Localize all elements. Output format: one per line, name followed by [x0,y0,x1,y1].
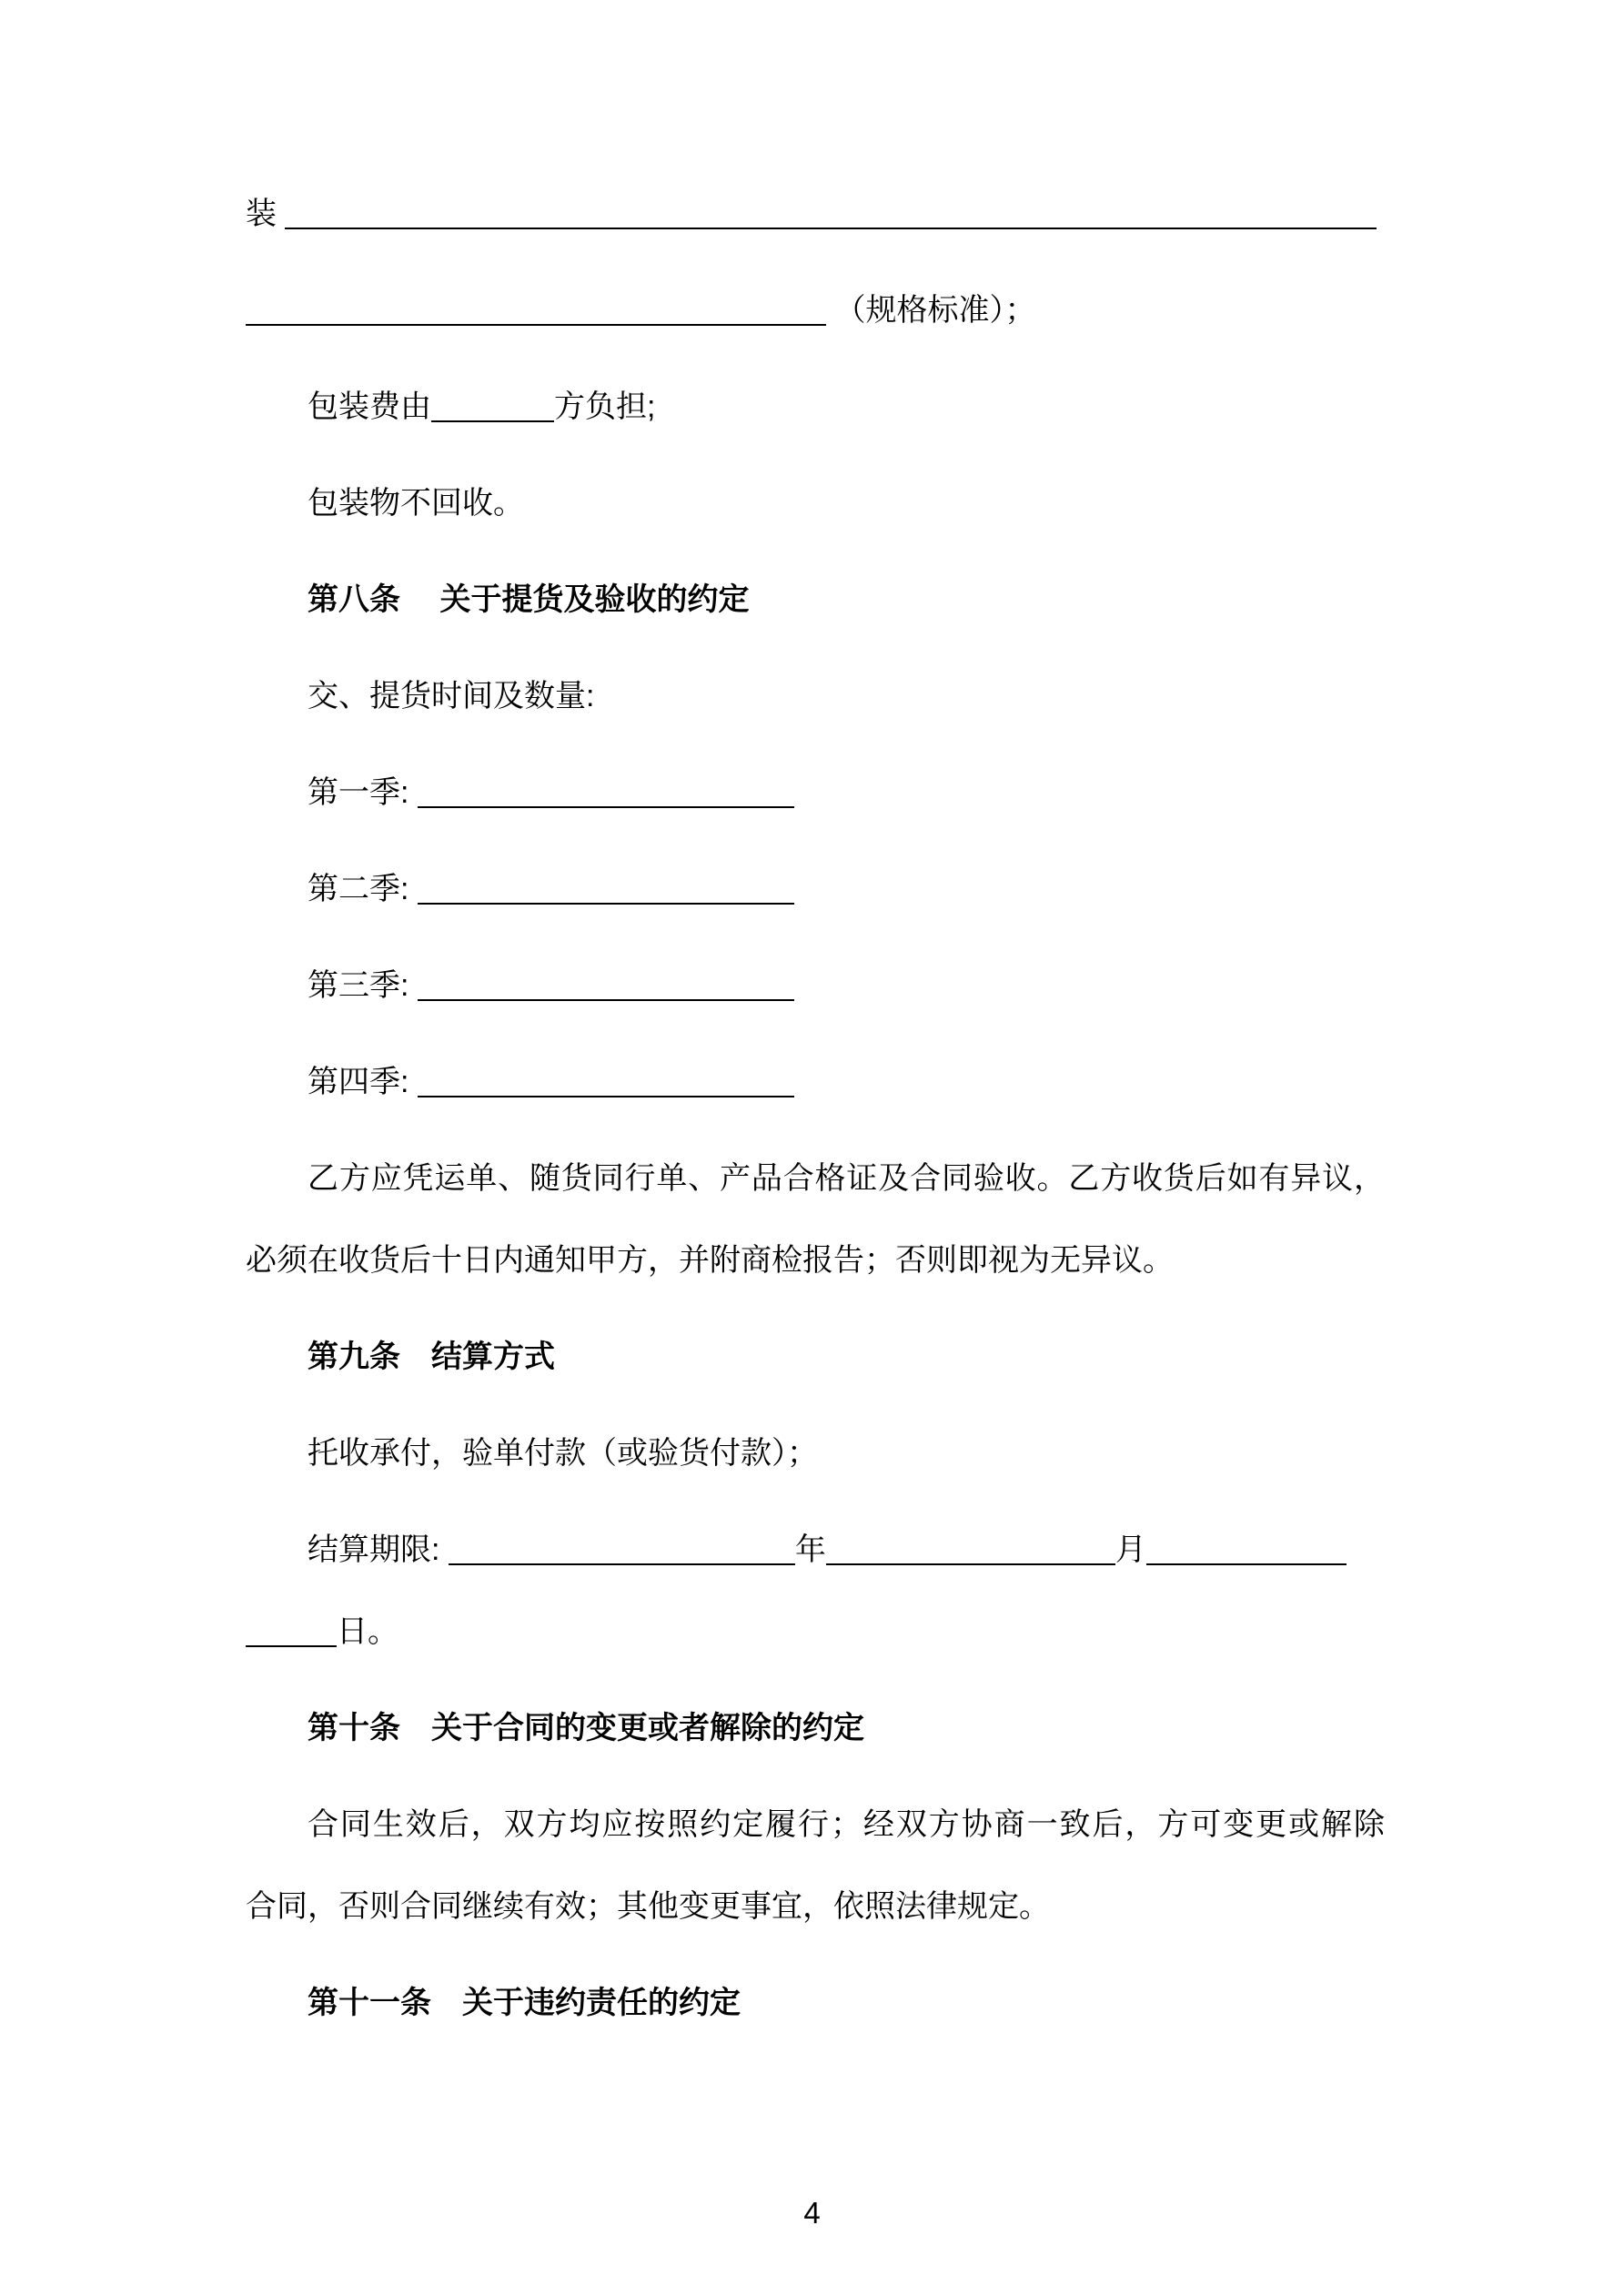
packaging-fee-post: 方负担; [554,389,656,424]
packaging-fee-line [246,366,1385,448]
article-11-heading [246,1962,1385,2044]
article-10-heading [246,1687,1385,1769]
fill-blank-quarter-4 [418,1065,794,1097]
fill-blank-fee-party [431,389,554,422]
document-content [246,173,1385,2058]
quarter-2-label: 第二季: [308,872,418,906]
fill-blank-quarter-3 [418,968,794,1001]
settlement-period-line-1 [246,1509,1385,1591]
fill-blank-settlement-day [246,1614,337,1647]
fill-blank-settlement-year [826,1532,1115,1565]
article-9-heading-text: 第九条 结算方式 [308,1340,555,1374]
acceptance-paragraph [246,1138,1385,1301]
settlement-year-label: 年 [794,1532,826,1567]
modification-line-1: 合同生效后，双方均应按照约定履行；经双方协商一致后，方可变更或解除 [308,1807,1385,1842]
packaging-line-1-text: 装 [246,197,277,231]
fill-blank-quarter-1 [418,775,794,808]
settlement-month-label: 月 [1115,1532,1146,1567]
fill-blank-packaging-2 [246,293,826,326]
page-number: 4 [803,2196,821,2230]
delivery-intro-line [246,655,1385,737]
quarter-1-row [246,752,1385,834]
fill-blank-quarter-2 [418,872,794,905]
fill-blank-settlement-month [1146,1532,1347,1565]
article-8-heading [246,559,1385,641]
delivery-intro-text: 交、提货时间及数量: [308,679,595,713]
quarter-4-label: 第四季: [308,1065,418,1099]
packaging-line-1 [246,173,1385,255]
article-8-heading-text: 第八条 关于提货及验收的约定 [308,582,750,617]
packaging-line-2 [246,269,1385,351]
settlement-label: 结算期限: [308,1532,449,1567]
acceptance-line-2: 必须在收货后十日内通知甲方，并附商检报告；否则即视为无异议。 [246,1243,1174,1278]
modification-line-2: 合同，否则合同继续有效；其他变更事宜，依照法律规定。 [246,1889,1050,1924]
payment-method-text: 托收承付，验单付款（或验货付款）； [308,1436,818,1471]
settlement-period-paragraph [246,1509,1385,1673]
article-9-heading [246,1316,1385,1398]
settlement-day-label: 日。 [337,1614,398,1649]
payment-method-line [246,1412,1385,1494]
quarter-2-row [246,848,1385,930]
acceptance-line-1: 乙方应凭运单、随货同行单、产品合格证及合同验收。乙方收货后如有异议， [308,1161,1385,1196]
fill-blank-packaging-1 [285,197,1377,229]
packaging-no-return-line [246,462,1385,544]
article-10-heading-text: 第十条 关于合同的变更或者解除的约定 [308,1711,864,1745]
packaging-fee-pre: 包装费由 [308,389,431,424]
fill-blank-settlement-period [449,1532,795,1565]
packaging-no-return-text: 包装物不回收。 [308,486,524,521]
article-11-heading-text: 第十一条 关于违约责任的约定 [308,1986,741,2020]
spec-standard-label: （规格标准）； [834,293,1036,328]
modification-paragraph [246,1784,1385,1947]
settlement-period-line-2 [246,1591,1385,1673]
quarter-1-label: 第一季: [308,775,418,810]
quarter-4-row [246,1041,1385,1123]
quarter-3-row [246,945,1385,1027]
quarter-3-label: 第三季: [308,968,418,1003]
